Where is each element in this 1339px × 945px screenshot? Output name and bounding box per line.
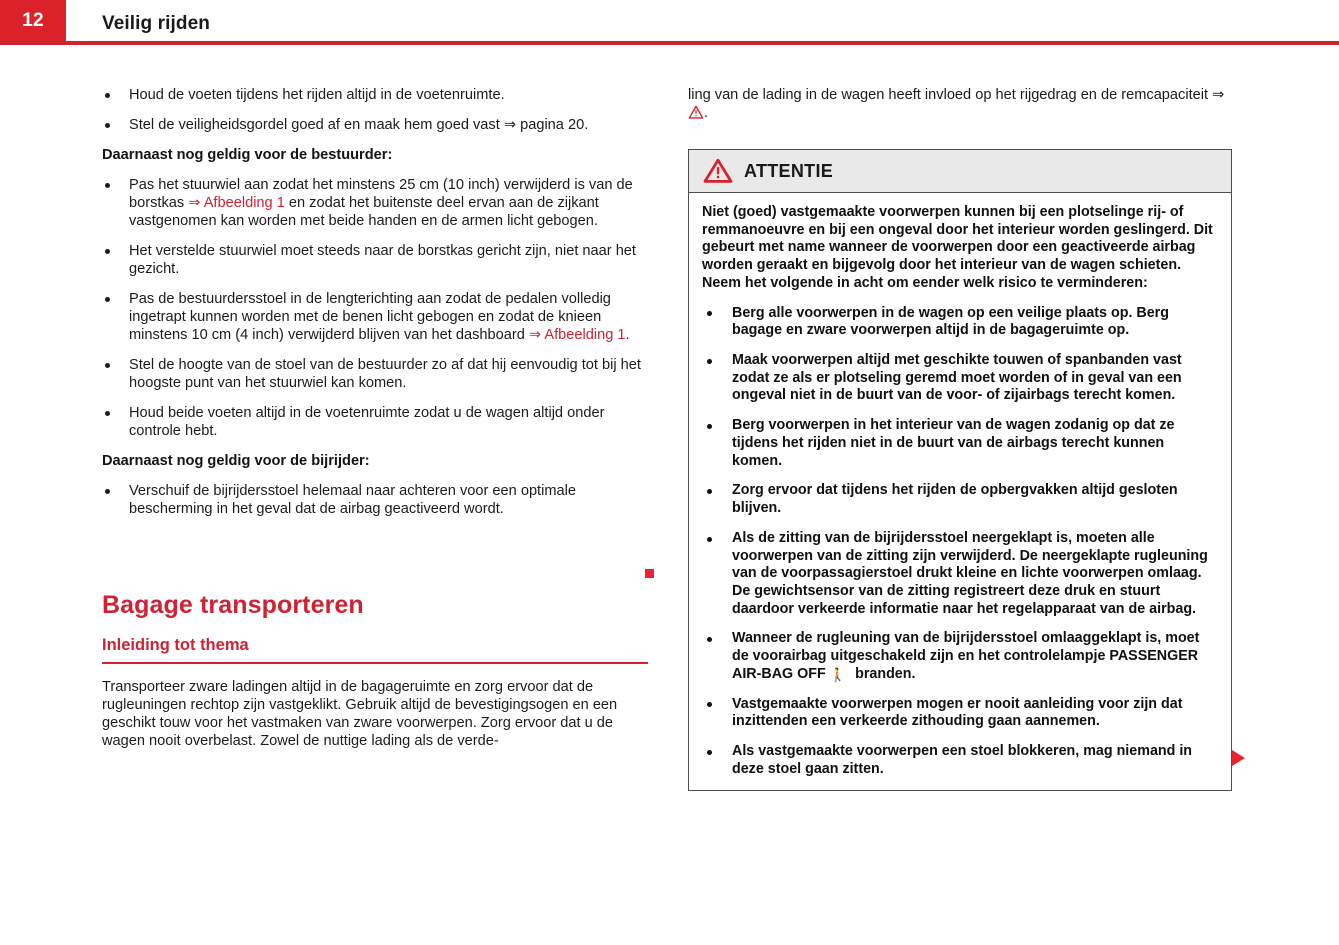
list-item-text: Stel de hoogte van de stoel van de bestuurder zo af dat hij eenvoudig tot bij het hoogste punt van het stuurwiel kan komen. xyxy=(129,357,641,392)
list-item-text: Wanneer de rugleuning van de bijrijdersstoel omlaaggeklapt is, moet de voorairbag uitgeschakeld zijn en het controlelampje PASSENGER AIR-BAG OFF xyxy=(732,630,1200,682)
subsection-title: Inleiding tot thema xyxy=(102,636,249,655)
list-item-airbag xyxy=(702,630,1217,683)
continued-paragraph xyxy=(688,86,1234,122)
right-column xyxy=(688,86,1234,135)
list-item xyxy=(102,242,648,278)
bullet-dot xyxy=(105,123,110,128)
attention-warning-box xyxy=(688,149,1232,791)
bullet-dot xyxy=(105,297,110,302)
page-title: Veilig rijden xyxy=(102,13,210,34)
list-item xyxy=(102,290,648,344)
intro-paragraph: Transporteer zware ladingen altijd in de bagageruimte en zorg ervoor dat de rugleuningen rechtop zijn vastgeklikt. Gebruik altijd de bevestigingsogen en een geschikt touw voor het vastmaken van zware voorwerpen. Zorg ervoor dat u de wagen nooit overbelast. Zowel de nuttige lading als de verde- xyxy=(102,678,618,749)
bullet-dot xyxy=(105,249,110,254)
list-item-text: Berg alle voorwerpen in de wagen op een veilige plaats op. Berg bagage en zware voorwerpen altijd in de bagageruimte op. xyxy=(732,304,1169,339)
list-item-text: Houd beide voeten altijd in de voetenruimte zodat u de wagen altijd onder controle hebt. xyxy=(129,405,605,440)
list-item xyxy=(102,176,648,230)
list-item xyxy=(702,352,1217,405)
section-title: Bagage transporteren xyxy=(102,591,364,620)
bullet-dot xyxy=(707,359,712,364)
cross-reference-link[interactable]: ⇒ Afbeelding 1 xyxy=(528,327,626,344)
bullet-dot xyxy=(707,637,712,642)
driver-subheading: Daarnaast nog geldig voor de bestuurder: xyxy=(102,147,393,164)
continued-triangle-marker xyxy=(1232,750,1245,766)
list-item-text: Zorg ervoor dat tijdens het rijden de opbergvakken altijd gesloten blijven. xyxy=(732,482,1178,517)
list-item xyxy=(702,530,1217,619)
list-item-text: Pas de bestuurdersstoel in de lengterichting aan zodat de pedalen volledig ingetrapt kunnen worden met de benen licht gebogen en zodat de knieen minstens 10 cm (4 inch) verwijderd blijven van het dashboard xyxy=(129,291,611,344)
list-item-text: Verschuif de bijrijdersstoel helemaal naar achteren voor een optimale bescherming in het geval dat de airbag geactiveerd wordt. xyxy=(129,483,576,518)
list-item-text: Berg voorwerpen in het interieur van de wagen zodanig op dat ze tijdens het rijden niet in de buurt van de airbags terecht kunnen komen. xyxy=(732,417,1175,469)
list-item-text-cont: branden. xyxy=(851,665,916,682)
list-item-text: Pas het stuurwiel aan zodat het minstens 25 cm (10 inch) verwijderd is van de borstkas xyxy=(129,177,633,212)
list-item-text-cont: . xyxy=(625,327,630,344)
attention-box-title: ATTENTIE xyxy=(744,160,834,181)
list-item xyxy=(102,116,648,134)
list-item-text: Stel de veiligheidsgordel goed af en maak hem goed vast ⇒ pagina 20. xyxy=(129,117,589,134)
list-item-text: Het verstelde stuurwiel moet steeds naar de borstkas gericht zijn, niet naar het gezicht. xyxy=(129,243,636,278)
passenger-airbag-off-icon: 🚶 xyxy=(829,666,852,682)
list-item xyxy=(702,417,1217,470)
list-item-text: Maak voorwerpen altijd met geschikte touwen of spanbanden vast zodat ze als er plotseling geremd moet worden of in geval van een ongeval niet in de buurt van de voor- of zijairbags terecht komen. xyxy=(732,352,1182,404)
list-item xyxy=(102,356,648,392)
list-item-text-cont: en zodat het buitenste deel ervan aan de zijkant vastgenomen kan worden met beide handen en de armen licht gebogen. xyxy=(129,195,599,230)
page-number: 12 xyxy=(0,0,66,41)
cross-reference-link[interactable]: ⇒ Afbeelding 1 xyxy=(188,195,285,212)
left-column xyxy=(102,86,648,763)
passenger-subheading: Daarnaast nog geldig voor de bijrijder: xyxy=(102,453,370,470)
list-item-text: Als vastgemaakte voorwerpen een stoel blokkeren, mag niemand in deze stoel gaan zitten. xyxy=(732,742,1193,777)
list-item xyxy=(702,305,1217,340)
subsection-divider xyxy=(102,662,648,664)
bullet-dot xyxy=(707,489,712,494)
attention-intro-paragraph: Niet (goed) vastgemaakte voorwerpen kunnen bij een plotselinge rij- of remmanoeuvre en bij een ongeval door het interieur worden geslingerd. Dit gebeurt met name wanneer de voorwerpen door een geactiveerde airbag worden geraakt en bijgevolg door het interieur van de wagen schieten. Neem het volgende in acht om eender welk risico te verminderen: xyxy=(702,204,1213,291)
list-item-text: Als de zitting van de bijrijdersstoel neergeklapt is, moeten alle voorwerpen van de zitting zijn verwijderd. De neergeklapte rugleuning van de voorpassagierstoel drukt kleine en lichte voorwerpen omlaag. De gewichtsensor van de zitting registreert deze druk en stuurt daardoor verkeerde informatie naar het regelapparaat van de airbag. xyxy=(732,529,1208,617)
bullet-dot xyxy=(105,411,110,416)
bullet-dot xyxy=(707,702,712,707)
list-item xyxy=(702,743,1217,778)
attention-box-header xyxy=(689,150,1231,193)
bullet-dot xyxy=(105,489,110,494)
continued-paragraph-text: ling van de lading in de wagen heeft invloed op het rijgedrag en de remcapaciteit ⇒ xyxy=(688,87,1225,103)
list-item xyxy=(102,86,648,104)
bullet-dot xyxy=(707,537,712,542)
list-item xyxy=(102,404,648,440)
bullet-dot xyxy=(105,363,110,368)
warning-triangle-icon xyxy=(703,158,733,184)
list-item xyxy=(702,696,1217,731)
warning-triangle-icon xyxy=(688,105,704,121)
page-header xyxy=(0,0,1339,45)
end-of-section-marker xyxy=(645,569,654,578)
continued-paragraph-text-end: . xyxy=(704,105,709,122)
bullet-dot xyxy=(105,183,110,188)
bullet-dot xyxy=(707,424,712,429)
header-divider xyxy=(0,41,1339,45)
bullet-dot xyxy=(105,93,110,98)
attention-box-body xyxy=(689,193,1231,790)
bullet-dot xyxy=(707,750,712,755)
list-item xyxy=(702,482,1217,517)
bullet-dot xyxy=(707,311,712,316)
list-item xyxy=(102,482,648,518)
list-item-text: Vastgemaakte voorwerpen mogen er nooit aanleiding voor zijn dat inzittenden een verkeerde zithouding gaan aannemen. xyxy=(732,695,1183,730)
list-item-text: Houd de voeten tijdens het rijden altijd in de voetenruimte. xyxy=(129,87,505,103)
